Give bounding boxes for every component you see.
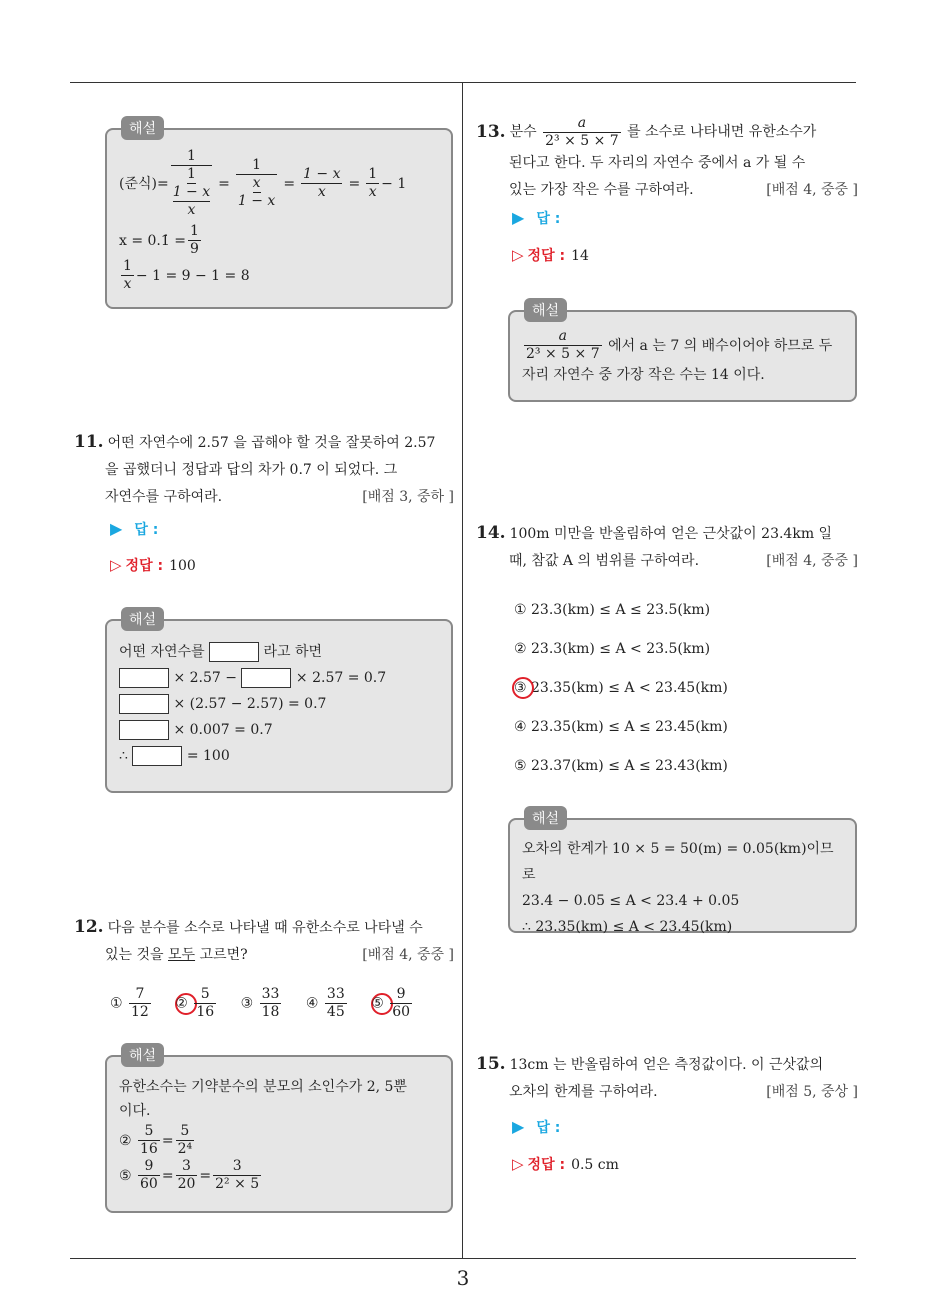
selected-circle-icon: [512, 677, 534, 699]
solution-box-10: [105, 121, 453, 309]
top-rule: [70, 82, 856, 83]
solution-line: × (2.57̇ − 2.57) = 0.7̇: [119, 691, 441, 717]
solution-line: × 0.007̇ = 0.7̇: [119, 717, 441, 743]
hollow-arrow-icon: ▷: [512, 1155, 524, 1173]
play-arrow-icon: ▶: [512, 208, 525, 227]
choice-4[interactable]: ④ $\frac{33}{45}$: [305, 986, 345, 1020]
question-15: 15. 13cm 는 반올림하여 얻은 측정값이다. 이 근삿값의 오차의 한계를 구하여라. [배점 5, 중상 ]: [476, 1054, 858, 1100]
option-3[interactable]: ③ 23.35(km) ≤ A < 23.45(km): [514, 680, 728, 696]
solution-line: ② $\frac{5}{16}$ = $\frac{5}{\text{2⁴}}$: [119, 1123, 193, 1157]
solution-line: $\frac{1}{x}$ − 1 = 9 − 1 = 8: [123, 258, 250, 292]
bottom-rule: [70, 1258, 856, 1259]
choice-1[interactable]: ① $\frac{7}{12}$: [110, 986, 149, 1020]
fraction: $\frac{a}{\text{2³ × 5 × 7}}$: [545, 115, 619, 149]
question-14: 14. 100m 미만을 반올림하여 얻은 근삿값이 23.4km 일 때, 참값 A 의 범위를 구하여라. [배점 4, 중중 ]: [476, 523, 858, 569]
choice-row-12: [110, 986, 432, 1021]
solution-line: ⑤ $\frac{9}{60}$ = $\frac{3}{20}$ = $\frac{3}{\text{2² × 5}}$: [119, 1158, 260, 1192]
answer-line-15[interactable]: ▶ 답 :: [512, 1117, 561, 1136]
question-11: 11. 어떤 자연수에 2.57̇ 을 곱해야 할 것을 잘못하여 2.57 을 곱했더니 정답과 답의 차가 0.7̇ 이 되었다. 그 자연수를 구하여라. [배점 3, 중하 ]: [74, 429, 454, 511]
solution-line: (준식)= 1 1 1 − x x = 1 x 1 − x = $\frac{1 - x}{x}$ = $\frac{1}{x}$ − 1: [119, 148, 407, 218]
correct-answer-13: ▷ 정답 : 14: [512, 246, 589, 264]
play-arrow-icon: ▶: [110, 519, 123, 538]
page-number: 3: [456, 1266, 470, 1290]
choice-3[interactable]: ③ $\frac{33}{18}$: [240, 986, 280, 1020]
hollow-arrow-icon: ▷: [110, 556, 122, 574]
option-5[interactable]: ⑤ 23.37(km) ≤ A ≤ 23.43(km): [514, 758, 728, 774]
option-4[interactable]: ④ 23.35(km) ≤ A ≤ 23.45(km): [514, 719, 728, 735]
answer-line-13[interactable]: ▶ 답 :: [512, 208, 561, 227]
question-12: 12. 다음 분수를 소수로 나타낼 때 유한소수로 나타낼 수 있는 것을 모두 고르면? [배점 4, 중중 ]: [74, 917, 454, 963]
solution-box-12: 해설 유한소수는 기약분수의 분모의 소인수가 2, 5뿐 이다. ② $\frac{5}{16}$ = $\frac{5}{\text{2⁴}}$ ⑤ $\frac{9}{60}$ = $\frac{3}{20}$ = $\frac{3}{\text{2² × 5}}$: [105, 1055, 453, 1213]
choice-2[interactable]: ② $\frac{5}{16}$: [175, 986, 215, 1020]
fraction: 1 1 1 − x x: [172, 148, 211, 218]
play-arrow-icon: ▶: [512, 1117, 525, 1136]
choice-5[interactable]: ⑤ $\frac{9}{60}$: [371, 986, 411, 1020]
correct-answer-15: ▷ 정답 : 0.5 cm: [512, 1155, 619, 1173]
blank-box: [209, 642, 259, 662]
solution-line: ∴ = 100: [119, 748, 230, 764]
solution-box-13: 해설 $\frac{a}{\text{2³ × 5 × 7}}$ 에서 a 는 7 의 배수이어야 하므로 두 자리 자연수 중 가장 작은 수는 14 이다.: [508, 310, 857, 402]
solution-tag: 해설: [121, 116, 164, 140]
solution-line: x = 0.1̇ = $\frac{1}{9}$: [119, 223, 199, 257]
column-divider: [462, 82, 463, 1258]
answer-line-11[interactable]: ▶ 답 :: [110, 519, 159, 538]
solution-box-11: 해설 어떤 자연수를 라고 하면 × 2.57̇ − × 2.57 = 0.7̇ × (2.57̇ − 2.57) = 0.7̇ × 0.007̇ = 0.7̇ ∴ = 100: [105, 619, 453, 793]
question-meta: [배점 3, 중하 ]: [362, 489, 454, 505]
option-2[interactable]: ② 23.3(km) ≤ A < 23.5(km): [514, 641, 711, 657]
solution-line: 어떤 자연수를 라고 하면: [119, 644, 323, 660]
hollow-arrow-icon: ▷: [512, 246, 524, 264]
option-1[interactable]: ① 23.3(km) ≤ A ≤ 23.5(km): [514, 602, 711, 618]
solution-line: × 2.57̇ − × 2.57 = 0.7̇: [119, 665, 441, 691]
solution-box-14: 해설 오차의 한계가 10 × 5 = 50(m) = 0.05(km)이므로 23.4 − 0.05 ≤ A < 23.4 + 0.05 ∴ 23.35(km) ≤ A < 23.45(km): [508, 818, 857, 933]
question-13: 13. 분수 $\frac{a}{\text{2³ × 5 × 7}}$ 를 소수로 나타내면 유한소수가 된다고 한다. 두 자리의 자연수 중에서 a 가 될 수 있는 가장 작은 수를 구하여라. [배점 4, 중중 ]: [476, 115, 858, 198]
correct-answer-11: ▷ 정답 : 100: [110, 556, 196, 574]
